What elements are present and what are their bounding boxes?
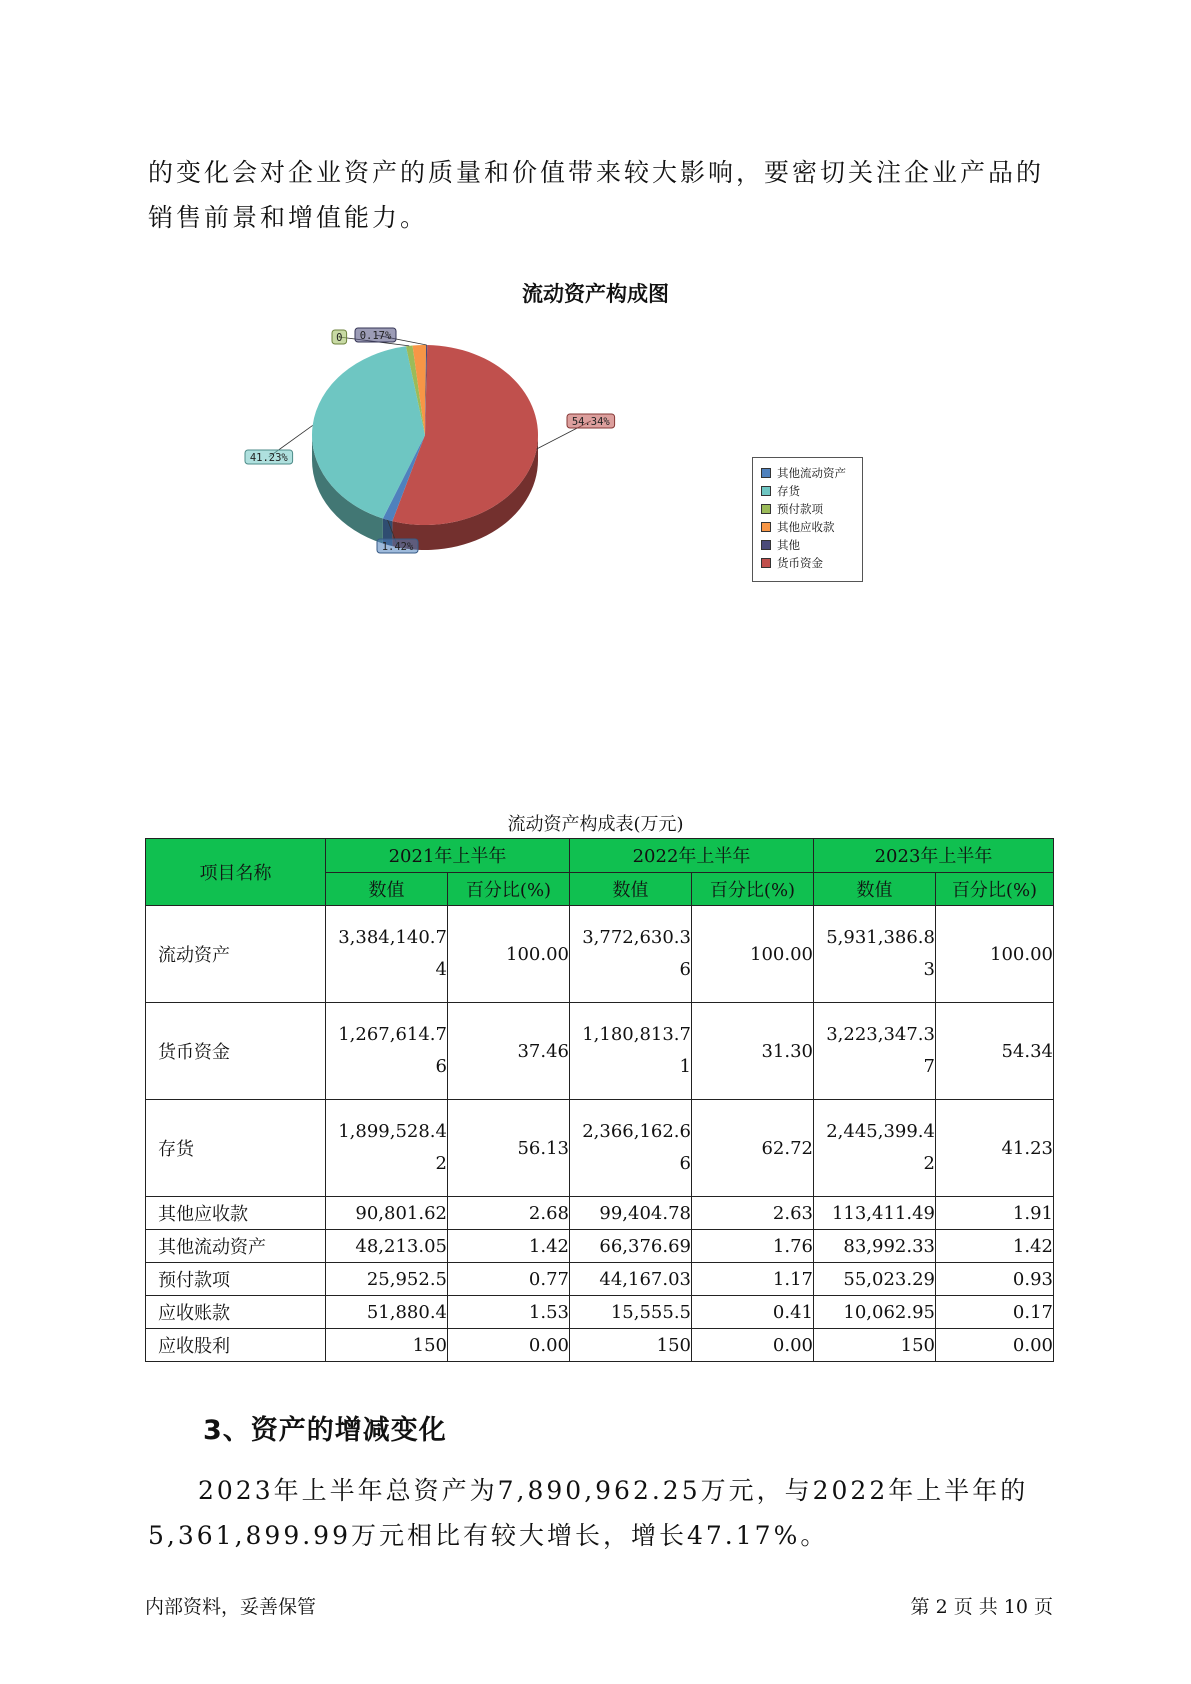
- value-2021: 3,384,140.74: [326, 906, 448, 1003]
- legend-swatch: [761, 540, 771, 550]
- pie-data-label: 1.42%: [381, 541, 414, 553]
- row-name: 预付款项: [146, 1263, 326, 1296]
- legend-item: [761, 554, 862, 572]
- chart-title: 流动资产构成图: [522, 282, 669, 306]
- percent-2023: 100.00: [936, 906, 1054, 1003]
- legend-swatch: [761, 558, 771, 568]
- percent-2023: 0.93: [936, 1263, 1054, 1296]
- value-2022: 44,167.03: [570, 1263, 692, 1296]
- legend-item: [761, 464, 862, 482]
- current-assets-table: [145, 838, 1054, 1362]
- legend-item: [761, 500, 862, 518]
- percent-2022: 0.41: [692, 1296, 814, 1329]
- percent-2021: 37.46: [448, 1003, 570, 1100]
- value-2021: 150: [326, 1329, 448, 1362]
- percent-2022: 1.17: [692, 1263, 814, 1296]
- percent-2021: 56.13: [448, 1100, 570, 1197]
- percent-2022: 100.00: [692, 906, 814, 1003]
- value-2023: 10,062.95: [814, 1296, 936, 1329]
- value-2023: 2,445,399.42: [814, 1100, 936, 1197]
- value-2021: 90,801.62: [326, 1197, 448, 1230]
- paragraph-bottom: 2023年上半年总资产为7,890,962.25万元，与2022年上半年的5,361,899.99万元相比有较大增长，增长47.17%。: [148, 1476, 1029, 1550]
- row-name: 其他流动资产: [146, 1230, 326, 1263]
- percent-2022: 31.30: [692, 1003, 814, 1100]
- value-2022: 15,555.5: [570, 1296, 692, 1329]
- legend-label: 其他应收款: [777, 520, 835, 534]
- chart-legend: [752, 457, 863, 582]
- value-2021: 25,952.5: [326, 1263, 448, 1296]
- legend-swatch: [761, 522, 771, 532]
- percent-2022: 0.00: [692, 1329, 814, 1362]
- legend-swatch: [761, 504, 771, 514]
- percent-2021: 1.53: [448, 1296, 570, 1329]
- value-2023: 55,023.29: [814, 1263, 936, 1296]
- header-value: 数值: [570, 872, 692, 906]
- legend-label: 存货: [777, 484, 800, 498]
- percent-2022: 2.63: [692, 1197, 814, 1230]
- pie-data-label: 0.17%: [359, 330, 392, 342]
- percent-2023: 1.42: [936, 1230, 1054, 1263]
- legend-label: 其他流动资产: [777, 466, 846, 480]
- pie-data-label: 41.23%: [249, 452, 288, 464]
- table-row: [146, 1296, 1054, 1329]
- percent-2021: 1.42: [448, 1230, 570, 1263]
- percent-2021: 2.68: [448, 1197, 570, 1230]
- row-name: 其他应收款: [146, 1197, 326, 1230]
- header-period-2021: 2021年上半年: [326, 839, 570, 873]
- legend-item: [761, 536, 862, 554]
- header-percent: 百分比(%): [448, 872, 570, 906]
- legend-label: 预付款项: [777, 502, 823, 516]
- table-row: [146, 1329, 1054, 1362]
- value-2021: 1,267,614.76: [326, 1003, 448, 1100]
- footer-left: 内部资料，妥善保管: [145, 1596, 317, 1618]
- percent-2023: 1.91: [936, 1197, 1054, 1230]
- value-2021: 48,213.05: [326, 1230, 448, 1263]
- table-row: [146, 1100, 1054, 1197]
- value-2023: 150: [814, 1329, 936, 1362]
- value-2023: 3,223,347.37: [814, 1003, 936, 1100]
- row-name: 应收账款: [146, 1296, 326, 1329]
- paragraph-top: 的变化会对企业资产的质量和价值带来较大影响，要密切关注企业产品的销售前景和增值能力。: [148, 158, 1045, 232]
- header-period-2022: 2022年上半年: [570, 839, 814, 873]
- header-value: 数值: [326, 872, 448, 906]
- percent-2023: 0.17: [936, 1296, 1054, 1329]
- table-row: [146, 1263, 1054, 1296]
- percent-2023: 54.34: [936, 1003, 1054, 1100]
- legend-swatch: [761, 486, 771, 496]
- value-2022: 99,404.78: [570, 1197, 692, 1230]
- value-2023: 113,411.49: [814, 1197, 936, 1230]
- value-2022: 1,180,813.71: [570, 1003, 692, 1100]
- value-2023: 83,992.33: [814, 1230, 936, 1263]
- value-2022: 66,376.69: [570, 1230, 692, 1263]
- table-row: [146, 1003, 1054, 1100]
- pie-data-label: 54.34%: [571, 416, 610, 428]
- legend-label: 其他: [777, 538, 800, 552]
- table-body: [146, 906, 1054, 1362]
- percent-2023: 0.00: [936, 1329, 1054, 1362]
- row-name: 存货: [146, 1100, 326, 1197]
- header-percent: 百分比(%): [692, 872, 814, 906]
- percent-2021: 100.00: [448, 906, 570, 1003]
- table-row: [146, 1230, 1054, 1263]
- value-2023: 5,931,386.83: [814, 906, 936, 1003]
- table-row: [146, 1197, 1054, 1230]
- legend-item: [761, 518, 862, 536]
- header-percent: 百分比(%): [936, 872, 1054, 906]
- row-name: 货币资金: [146, 1003, 326, 1100]
- value-2022: 150: [570, 1329, 692, 1362]
- value-2021: 1,899,528.42: [326, 1100, 448, 1197]
- row-name: 应收股利: [146, 1329, 326, 1362]
- value-2022: 3,772,630.36: [570, 906, 692, 1003]
- percent-2022: 62.72: [692, 1100, 814, 1197]
- footer-page-number: 第 2 页 共 10 页: [910, 1596, 1053, 1618]
- value-2022: 2,366,162.66: [570, 1100, 692, 1197]
- table-caption: 流动资产构成表(万元): [507, 814, 684, 835]
- table-row: [146, 906, 1054, 1003]
- legend-item: [761, 482, 862, 500]
- percent-2021: 0.77: [448, 1263, 570, 1296]
- percent-2021: 0.00: [448, 1329, 570, 1362]
- percent-2022: 1.76: [692, 1230, 814, 1263]
- percent-2023: 41.23: [936, 1100, 1054, 1197]
- header-value: 数值: [814, 872, 936, 906]
- value-2021: 51,880.4: [326, 1296, 448, 1329]
- legend-label: 货币资金: [777, 556, 823, 570]
- row-name: 流动资产: [146, 906, 326, 1003]
- header-period-2023: 2023年上半年: [814, 839, 1054, 873]
- header-item-name: 项目名称: [146, 839, 326, 906]
- pie-data-label: 0: [336, 332, 343, 344]
- section-heading: 3、资产的增减变化: [203, 1415, 447, 1446]
- legend-swatch: [761, 468, 771, 478]
